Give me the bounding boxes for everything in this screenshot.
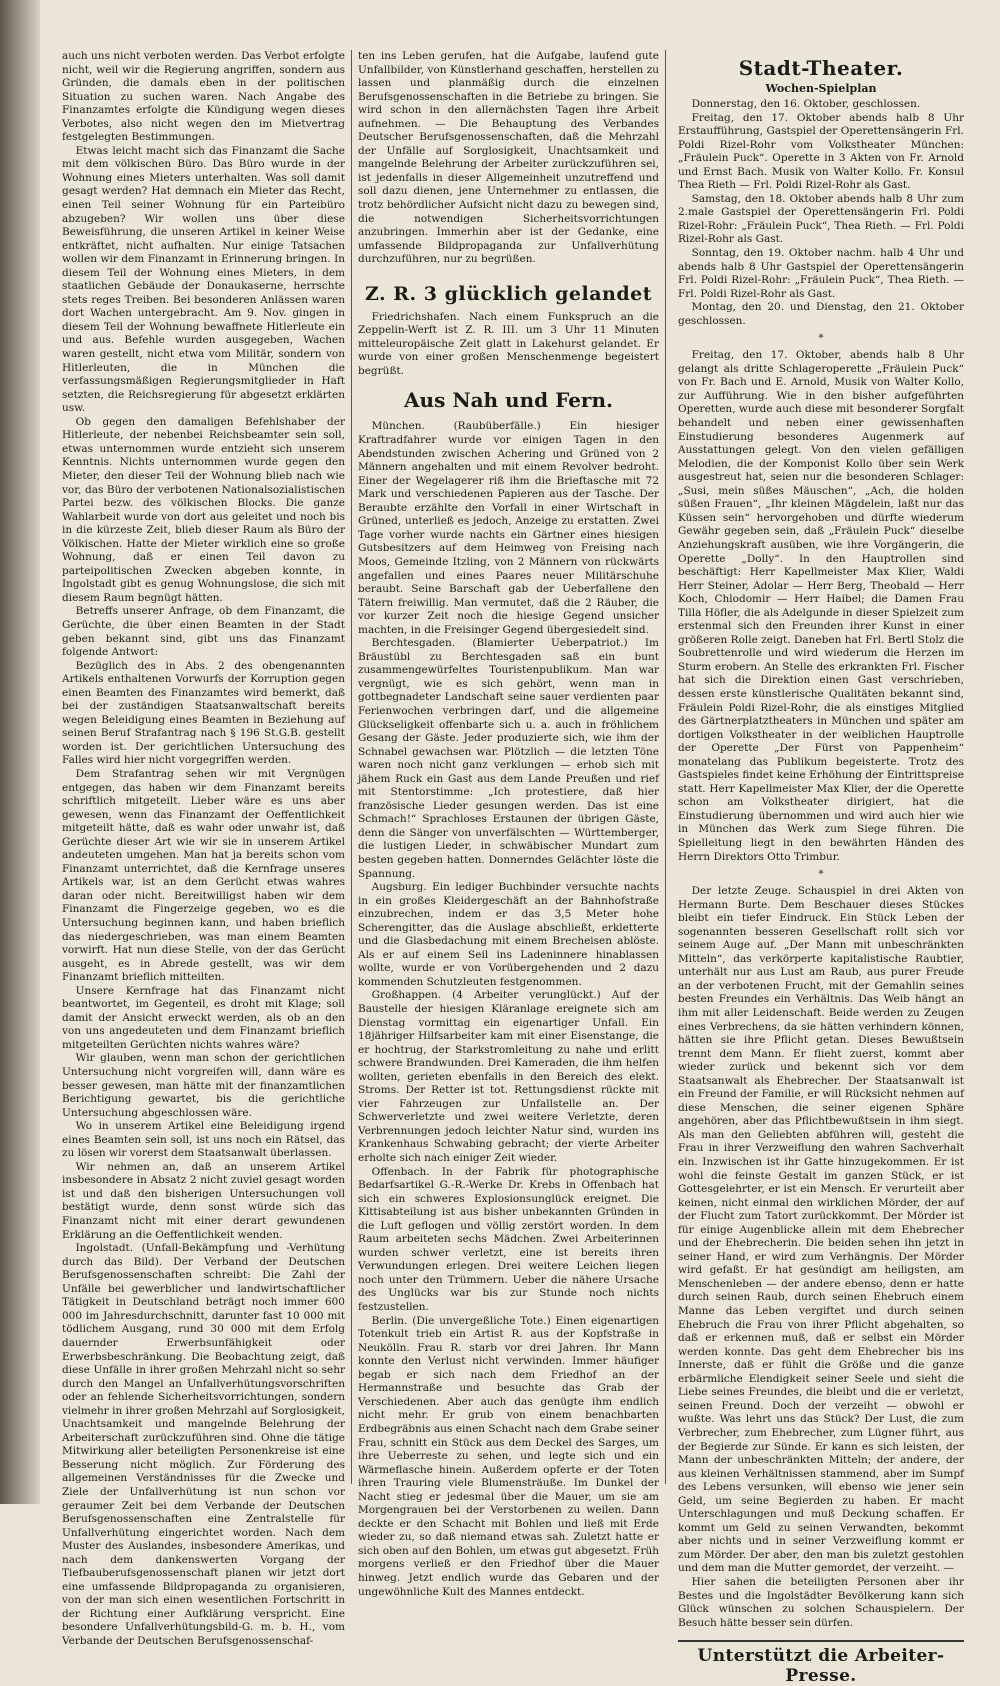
article-paragraph: Unsere Kernfrage hat das Finanzamt nicht beantwortet, im Gegenteil, es droht mit Klage; soll damit der Ansicht erweckt werden, als ob an den von uns angedeuteten und dem Finanzamt brieflich mitgeteilten Gerüchten nichts wahres wäre? bbox=[62, 984, 345, 1051]
column-middle bbox=[352, 50, 666, 1598]
schedule-entry: Samstag, den 18. Oktober abends halb 8 Uhr zum 2.male Gastspiel der Operettensängerin Frl. Poldi Rizel-Rohr: „Fräulein Puck“, Thea Rieth. — Frl. Poldi Rizel-Rohr als Gast. bbox=[678, 192, 964, 246]
article-paragraph: Etwas leicht macht sich das Finanzamt die Sache mit dem völkischen Büro. Das Büro wurde in der Wohnung eines Mieters unterhalten. Was soll damit gesagt werden? Hat demnach ein Mieter das Recht, einen Teil seiner Wohnung für ein Parteibüro abzugeben? Wir wollen uns über diese Beweisführung, die unseren Artikel in keiner Weise entkräftet, nicht aufhalten. Nur einige Tatsachen wollen wir dem Finanzamt in Erinnerung bringen. In diesem Teil der Wohnung eines Mieters, in dem staatlichen Gebäude der Donaukaserne, herrschte stets reges Treiben. Bei besonderen Anlässen waren dort Wachen untergebracht. Am 9. Nov. gingen in diesem Teil der Wohnung bewaffnete Hitlerleute ein und aus. Befehle wurden ausgegeben, Wachen waren gestellt, nicht etwa vom Militär, sondern von Hitlerleuten, die in München die verfassungsmäßigen Regierungsmitglieder in Haft setzten, die Reichsregierung für abgesetzt erklärten usw. bbox=[62, 144, 345, 415]
article-paragraph: Wo in unserem Artikel eine Beleidigung irgend eines Beamten sein soll, ist uns noch ein Rätsel, das zu lösen wir vorerst dem Staatsanwalt überlassen. bbox=[62, 1120, 345, 1160]
news-item: München. (Raubüberfälle.) Ein hiesiger Kraftradfahrer wurde vor einigen Tagen in den Abendstunden zwischen Achering und Grüned von 2 Männern angehalten und mit einem Revolver bedroht. Einer der Wegelagerer riß ihm die Brieftasche mit 72 Mark und verschiedenen Papieren aus der Tasche. Der Beraubte erzählte den Vorfall in einer Wirtschaft in Grüned, unterließ es jedoch, Anzeige zu erstatten. Zwei Tage vorher wurde nachts ein Gärtner eines hiesigen Gutsbesitzers auf dem Heimweg von Freising nach Moos, Gemeinde Itzling, von 2 Männern von rückwärts angefallen und eines Paares neuer Militärschuhe beraubt. Seine Barschaft gab der Ueberfallene den Tätern freiwillig. Man vermutet, daß die 2 Räuber, die vor kurzer Zeit noch die hiesige Gegend unsicher machten, in die Freisinger Gegend übergesiedelt sind. bbox=[358, 420, 659, 636]
article-paragraph: Bezüglich des in Abs. 2 des obengenannten Artikels enthaltenen Vorwurfs der Korruption gegen einen Beamten des Finanzamtes wird bemerkt, daß bei der zuständigen Staatsanwaltschaft bereits wegen Beleidigung eines Beamten in Beziehung auf seinen Beruf Strafantrag nach § 196 St.G.B. gestellt worden ist. Der gerichtlichen Untersuchung des Falles wird hier nicht vorgegriffen werden. bbox=[62, 659, 345, 767]
article-paragraph: auch uns nicht verboten werden. Das Verbot erfolgte nicht, weil wir die Regierung angriffen, sondern aus Gründen, die damals eben in der politischen Situation zu suchen waren. Nach Angabe des Finanzamtes erfolgte die Kündigung wegen dieses Verbotes, also nicht wegen den im Mietvertrag festgelegten Bestimmungen. bbox=[62, 50, 345, 144]
article-paragraph: Friedrichshafen. Nach einem Funkspruch an die Zeppelin-Werft ist Z. R. III. um 3 Uhr 11 Minuten mitteleuropäische Zeit glatt in Lakehurst gelandet. Er wurde von einer großen Menschenmenge begeistert begrüßt. bbox=[358, 310, 659, 377]
theater-review: Der letzte Zeuge. Schauspiel in drei Akten von Hermann Burte. Dem Beschauer dieses Stückes bleibt ein tiefer Eindruck. Ein Stück Leben der sogenannten besseren Gesellschaft rollt sich vor seinem Auge auf. „Der Mann mit unbeschränkten Mitteln“, das verkörperte kapitalistische Raubtier, unterhält nur aus Lust am Raub, aus purer Freude an der verbotenen Frucht, mit der Gemahlin seines besten Freundes ein Verhältnis. Das Weib hängt an ihm mit aller Leidenschaft. Beide werden zu Zeugen eines Verbrechens, da sie hätten verhindern können, hätten sie ihre Pflicht getan. Dieses Bewußtsein trennt dem Mann. Er flieht zuerst, kommt aber wieder zurück und bekennt sich vor dem Staatsanwalt als Ehebrecher. Der Staatsanwalt ist ein Freund der Familie, er will Rücksicht nehmen auf diese Menschen, die seiner eigenen Sphäre angehören, aber das Pflichtbewußtsein in ihm siegt. Als man den Geliebten abführen will, gesteht die Frau in ihrer Verzweiflung den wahren Sachverhalt ein. Inzwischen ist ihr Gatte hinzugekommen. Er ist wohl die feinste Gestalt im ganzen Stück, er ist Gottesgelehrter, er ist ein Mensch. Er verurteilt aber keinen, nicht einmal den wirklichen Mörder, der auf der Flucht zum Tatort zurückkommt. Der Mörder ist für einige Augenblicke allein mit dem Ehebrecher und der Ehebrecherin. Die beiden sehen ihn jetzt in seiner Hand, er wird zum Verhängnis. Der Mörder wird gefaßt. Er hat gesündigt am heiligsten, am Menschenleben — der andere ebenso, denn er hatte durch seinen Raub, durch seinen Ehebruch einem Manne das Leben vergiftet und durch seinen Ehebruch die Frau von ihrer Pflicht abgehalten, so daß er erkennen muß, daß er selbst ein Mörder werden konnte. Das geht dem Ehebrecher bis ins Innerste, daß er fühlt die Größe und die ganze erbärmliche Elendigkeit seiner Seele und sieht die Liebe seines Freundes, die bleibt und die er verletzt, seinen Freund. Doch der verzeiht — obwohl er wußte. Was lehrt uns das Stück? Der Lust, die zum Verbrecher, zum Ehebrecher, zum Lügner führt, aus der Begierde zur Sünde. Er kann es sich leisten, der Mann der unbeschränkten Mitteln; der andere, der aus kleinen Verhältnissen stammend, aber im Sumpf des Lebens versunken, will ebenso wie jener sein Geld, um seine Begierden zu haben. Er macht Unterschlagungen und muß Deckung schaffen. Er kommt um Geld zu seinen Verwandten, bekommt aber nichts und in seiner Verzweiflung kommt er zum Mörder. Der aber, den man bis zuletzt gestohlen und dem man die Mutter gemordet, der verzeiht. — bbox=[678, 885, 964, 1575]
schedule-entry: Freitag, den 17. Oktober abends halb 8 Uhr Erstaufführung, Gastspiel der Operettensängerin Frl. Poldi Rizel-Rohr vom Volkstheater München: „Fräulein Puck“. Operette in 3 Akten von Fr. Arnold und Ernst Bach. Musik von Walter Kollo. Fr. Konsul Thea Rieth — Frl. Poldi Rizel-Rohr als Gast. bbox=[678, 111, 964, 192]
article-paragraph: Dem Strafantrag sehen wir mit Vergnügen entgegen, das haben wir dem Finanzamt bereits schriftlich mitgeteilt. Lieber wäre es uns aber gewesen, wenn das Finanzamt der Oeffentlichkeit mitgeteilt hätte, daß es wahr oder unwahr ist, daß Gerüchte dieser Art wie wir sie in unserem Artikel andeuteten umgehen. Man hat ja bereits schon vom Finanzamt unterrichtet, daß die Kernfrage unseres Artikels war, ist an dem Gerücht etwas wahres daran oder nicht. Bereitwilligst haben wir dem Finanzamt die Fingerzeige gegeben, wo es die Untersuchung beginnen kann, und haben brieflich das niedergeschrieben, was man einem Beamten vorwirft. Hat nun diese Stelle, von der das Gerücht ausgeht, es in Abrede gestellt, was wir dem Finanzamt brieflich mitteilten. bbox=[62, 767, 345, 984]
column-left bbox=[56, 50, 352, 1647]
theater-review: Freitag, den 17. Oktober, abends halb 8 Uhr gelangt als dritte Schlageroperette „Fräulein Puck“ von Fr. Bach und E. Arnold, Musik von Walter Kollo, zur Aufführung. Wie in den bisher aufgeführten Operetten, wurde auch diese mit besonderer Sorgfalt behandelt und neben einer gewissenhaften Einstudierung besonderes Augenmerk auf Ausstattungen gelegt. Von den vielen gefälligen Melodien, die der Komponist Kollo über sein Werk ausgestreut hat, seien nur die besonderen Schlager: „Susi, mein süßes Mäuschen“, „Ach, die holden süßen Frauen“, „Ihr kleinen Mägdelein, laßt nur das Küssen sein“ hervorgehoben und dürfte wiederum Gewähr gegeben sein, daß „Fräulein Puck“ dieselbe Anziehungskraft ausüben, wie ihre Vorgängerin, die Operette „Dolly“. In den Hauptrollen sind beschäftigt: Herr Kapellmeister Max Klier, Waldi Herr Steiner, Adolar — Herr Berg, Theobald — Herr Koch, Chlodomir — Herr Haibel; die Damen Frau Tilla Höfler, die als Adelgunde in dieser Spielzeit zum erstenmal sich den Freunden ihrer Kunst in einer größeren Rolle zeigt. Daneben hat Frl. Bertl Stolz die Soubrettenrolle und wird wiederum die Herzen im Sturm erobern. An Stelle des erkrankten Frl. Fischer hat sich die Direktion einen Gast verschrieben, dessen erste künstlerische Qualitäten bekannt sind, Fräulein Poldi Rizel-Rohr, die als einstiges Mitglied des Gärtnerplatztheaters in München und später am dortigen Volkstheater in der weiblichen Hauptrolle der Operette „Der Fürst von Pappenheim“ monatelang das Publikum begeisterte. Trotz des Gastspieles findet keine Erhöhung der Eintrittspreise statt. Herr Kapellmeister Max Klier, der die Operette schon am Volkstheater dirigiert, hat die Einstudierung übernommen und wird auch hier wie in München das Werk zum Siege führen. Die Spielleitung liegt in den bewährten Händen des Herrn Direktors Otto Trimbur. bbox=[678, 349, 964, 863]
news-item: Augsburg. Ein lediger Buchbinder versuchte nachts in ein großes Kleidergeschäft an der Bahnhofstraße einzubrechen, indem er das 3,5 Meter hohe Scherengitter, das die Auslage abschließt, erkletterte und die Glasbedachung mit einem Brecheisen ablöste. Als er auf einem Seil ins Ladeninnere hinablassen wollte, wurde er von Vorübergehenden und 2 dazu kommenden Schutzleuten festgenommen. bbox=[358, 881, 659, 988]
headline-zr3: Z. R. 3 glücklich gelandet bbox=[365, 282, 652, 305]
article-paragraph: Wir nehmen an, daß an unserem Artikel insbesondere in Absatz 2 nicht zuviel gesagt worden ist und daß den bisherigen Untersuchungen voll bestätigt wurde, denn sonst würde sich das Finanzamt nicht mit einer derart gewundenen Erklärung an die Oeffentlichkeit wenden. bbox=[62, 1160, 345, 1241]
section-star: * bbox=[818, 869, 824, 881]
schedule-entry: Montag, den 20. und Dienstag, den 21. Oktober geschlossen. bbox=[678, 301, 964, 327]
page-scan-edge bbox=[0, 0, 40, 1504]
article-paragraph: Ingolstadt. (Unfall-Bekämpfung und -Verhütung durch das Bild). Der Verband der Deutschen Berufsgenossenschaften schreibt: Die Zahl der Unfälle bei gewerblicher und landwirtschaftlicher Tätigkeit in Deutschland beträgt noch immer 600 000 im Jahresdurchschnitt, darunter fast 10 000 mit tödlichem Ausgang, rund 30 000 mit dem Erfolg dauernder Erwerbsunfähigkeit oder Erwerbsbeschränkung. Die Beobachtung zeigt, daß diese Unfälle in ihrer großen Mehrzahl nicht so sehr durch den Mangel an Unfallverhütungsvorschriften oder an fehlende Sicherheitsvorrichtungen, sondern vielmehr in ihrer großen Mehrzahl auf Sorglosigkeit, Unachtsamkeit und mangelnde Belehrung der Arbeiterschaft zurückzuführen sind. Ohne die tätige Mitwirkung aller beteiligten Personenkreise ist eine Besserung nicht möglich. Zur Förderung des allgemeinen Verständnisses für die Zwecke und Ziele der Unfallverhütung ist nun schon vor geraumer Zeit bei dem Verbande der Deutschen Berufsgenossenschaften eine Zentralstelle für Unfallverhütung eingerichtet worden. Nach dem Muster des Auslandes, insbesondere Amerikas, und nach dem dankenswerten Vorgang der Tiefbauberufsgenossenschaft planen wir jetzt dort eine umfassende Bildpropaganda zu organisieren, von der man sich einen wesentlichen Fortschritt in der Richtung einer Aufklärung verspricht. Eine besondere Unfallverhütungsbild-G. m. b. H., vom Verbande der Deutschen Berufsgenossenschaf- bbox=[62, 1242, 345, 1647]
article-paragraph: Betreffs unserer Anfrage, ob dem Finanzamt, die Gerüchte, die über einen Beamten in der Stadt geben bekannt sind, gibt uns das Finanzamt folgende Antwort: bbox=[62, 605, 345, 659]
news-item: Offenbach. In der Fabrik für photographische Bedarfsartikel G.-R.-Werke Dr. Krebs in Offenbach hat sich ein schweres Explosionsunglück ereignet. Die Kittisabteilung ist aus bisher unbekannten Gründen in die Luft geflogen und völlig zerstört worden. In dem Raum arbeiteten sechs Mädchen. Zwei Arbeiterinnen wurden schwer verletzt, eine ist bereits ihren Verwundungen erlegen. Drei weitere Leichen liegen noch unter den Trümmern. Ueber die nähere Ursache des Unglücks war bis zur Stunde noch nichts festzustellen. bbox=[358, 1165, 659, 1314]
schedule-entry: Donnerstag, den 16. Oktober, geschlossen. bbox=[691, 98, 921, 110]
article-paragraph: ten ins Leben gerufen, hat die Aufgabe, laufend gute Unfallbilder, von Künstlerhand geschaffen, herstellen zu lassen und planmäßig durch die einzelnen Berufsgenossenschaften in die Betriebe zu bringen. Sie wird schon in den allernächsten Tagen ihre Arbeit aufnehmen. — Die Behauptung des Verbandes Deutscher Berufsgenossenschaften, daß die Mehrzahl der Unfälle auf Sorglosigkeit, Unachtsamkeit und mangelnde Belehrung der Arbeiter zurückzuführen sei, ist jedenfalls in dieser Allgemeinheit unzutreffend und soll dazu dienen, jene Unternehmer zu entlassen, die trotz behördlicher Aufsicht nicht dazu zu bewegen sind, die notwendigen Sicherheitsvorrichtungen anzubringen. Immerhin aber ist der Gedanke, eine umfassende Bildpropaganda zur Unfallverhütung durchzuführen, nur zu begrüßen. bbox=[358, 50, 659, 266]
article-paragraph: Wir glauben, wenn man schon der gerichtlichen Untersuchung nicht vorgreifen will, dann wäre es besser gewesen, man hätte mit der finanzamtlichen Berichtigung gewartet, bis die gerichtliche Untersuchung abgeschlossen wäre. bbox=[62, 1052, 345, 1119]
theater-subtitle: Wochen-Spielplan bbox=[765, 82, 877, 95]
theater-review-closing: Hier sahen die beteiligten Personen aber ihr Bestes und die Ingolstädter Bevölkerung kann sich Glück wünschen zu solchen Schauspielern. Der Besuch hätte besser sein dürfen. bbox=[678, 1575, 964, 1629]
schedule-entry: Sonntag, den 19. Oktober nachm. halb 4 Uhr und abends halb 8 Uhr Gastspiel der Operettensängerin Frl. Poldi Rizel-Rohr: „Fräulein Puck“, Thea Rieth. — Frl. Poldi Rizel-Rohr als Gast. bbox=[678, 247, 964, 300]
news-item: Berchtesgaden. (Blamierter Ueberpatriot.) Im Bräustübl zu Berchtesgaden saß ein bunt zusammengewürfeltes Touristenpublikum. Man war vergnügt, wie es sich gehört, wenn man in gottbegnadeter Landschaft seine sauer verdienten paar Ferienwochen verbringen darf, und die allgemeine Glückseligkeit offenbarte sich u. a. auch in fröhlichem Gesang der Gäste. Jeder produzierte sich, wie ihm der Schnabel gewachsen war. Plötzlich — die letzten Töne waren noch nicht ganz verklungen — erhob sich mit jähem Ruck ein Gast aus dem Lande Preußen und rief mit Stentorstimme: „Ich protestiere, daß hier französische Lieder gesungen werden. Das ist eine Schmach!“ Sprachloses Erstaunen der übrigen Gäste, denn die Sänger von unverfälschten — Württemberger, die lustigen Lieder, in schwäbischer Mundart zum besten gegeben hatten. Donnerndes Gelächter löste die Spannung. bbox=[358, 637, 659, 880]
slogan: Unterstützt die Arbeiter-Presse. bbox=[697, 1646, 945, 1686]
column-layout bbox=[56, 50, 972, 1686]
news-item: Berlin. (Die unvergeßliche Tote.) Einen eigenartigen Totenkult trieb ein Artist R. aus der Kopfstraße in Neukölln. Frau R. starb vor drei Jahren. Ihr Mann konnte den Verlust nicht verwinden. Immer häufiger begab er sich nach dem Friedhof an der Hermannstraße und besuchte das Grab der Verschiedenen. Aber auch das genügte ihm endlich nicht mehr. Er grub von einem benachbarten Erdbegräbnis aus einen Schacht nach dem Grabe seiner Frau, schnitt ein Stück aus dem Deckel des Sarges, um ihre Ueberreste zu sehen, und legte sich und ein Wärmeflasche hinein. Außerdem opferte er der Toten ihren Trauring viele Blumensträuße. Im Dunkel der Nacht stieg er jedesmal über die Mauer, um sie am Morgengrauen bei der Verstorbenen zu weilen. Dann deckte er den Schacht mit Bohlen und ließ mit Erde wieder zu, so daß niemand etwas sah. Zuletzt hatte er sich oben auf den Bohlen, um etwas gut abgesetzt. Früh morgens verließ er den Friedhof über die Mauer hinweg. Jetzt endlich wurde das Gebaren und der ungewöhnliche Kult des Mannes entdeckt. bbox=[358, 1314, 659, 1598]
section-star: * bbox=[818, 333, 824, 345]
article-paragraph: Ob gegen den damaligen Befehlshaber der Hitlerleute, der nebenbei Reichsbeamter sein soll, etwas unternommen wurde entzieht sich unserem Kenntnis. Nichts unternommen wurde gegen den Mieter, den dieser Teil der Wohnung blieb nach wie vor, das Büro der verbotenen Nationalsozialistischen Partei bezw. des völkischen Blocks. Die ganze Wahlarbeit wurde von dort aus geleitet und noch bis in die kürzeste Zeit, blieb dieser Raum als Büro der Völkischen. Hatte der Mieter wirklich eine so große Wohnung, daß er einen Teil davon zu parteipolitischen Zwecken abgeben konnte, in Ingolstadt gibt es genug Wohnungslose, die sich mit diesem Raum begnügt hätten. bbox=[62, 415, 345, 604]
theater-title: Stadt-Theater. bbox=[738, 56, 904, 80]
column-right bbox=[666, 50, 970, 1686]
headline-aus-nah-und-fern: Aus Nah und Fern. bbox=[404, 388, 613, 413]
divider bbox=[678, 1640, 964, 1642]
news-item: Großhappen. (4 Arbeiter verunglückt.) Auf der Baustelle der hiesigen Kläranlage ereignete sich am Dienstag vormittag ein eigenartiger Unfall. Ein 18jähriger Hilfsarbeiter kam mit einer Eisenstange, die er hochtrug, der Starkstromleitung zu nahe und erlitt schwere Brandwunden. Drei Kameraden, die ihm helfen wollten, gerieten ebenfalls in den Bereich des elekt. Stroms. Der Retter ist tot. Rettungsdienst rückte mit vier Fahrzeugen zur Unfallstelle an. Der Schwerverletzte und zwei weitere Verletzte, deren Verbrennungen jedoch leichter Natur sind, wurden ins Krankenhaus Schwabing gebracht; der vierte Arbeiter erholte sich nach einiger Zeit wieder. bbox=[358, 989, 659, 1165]
